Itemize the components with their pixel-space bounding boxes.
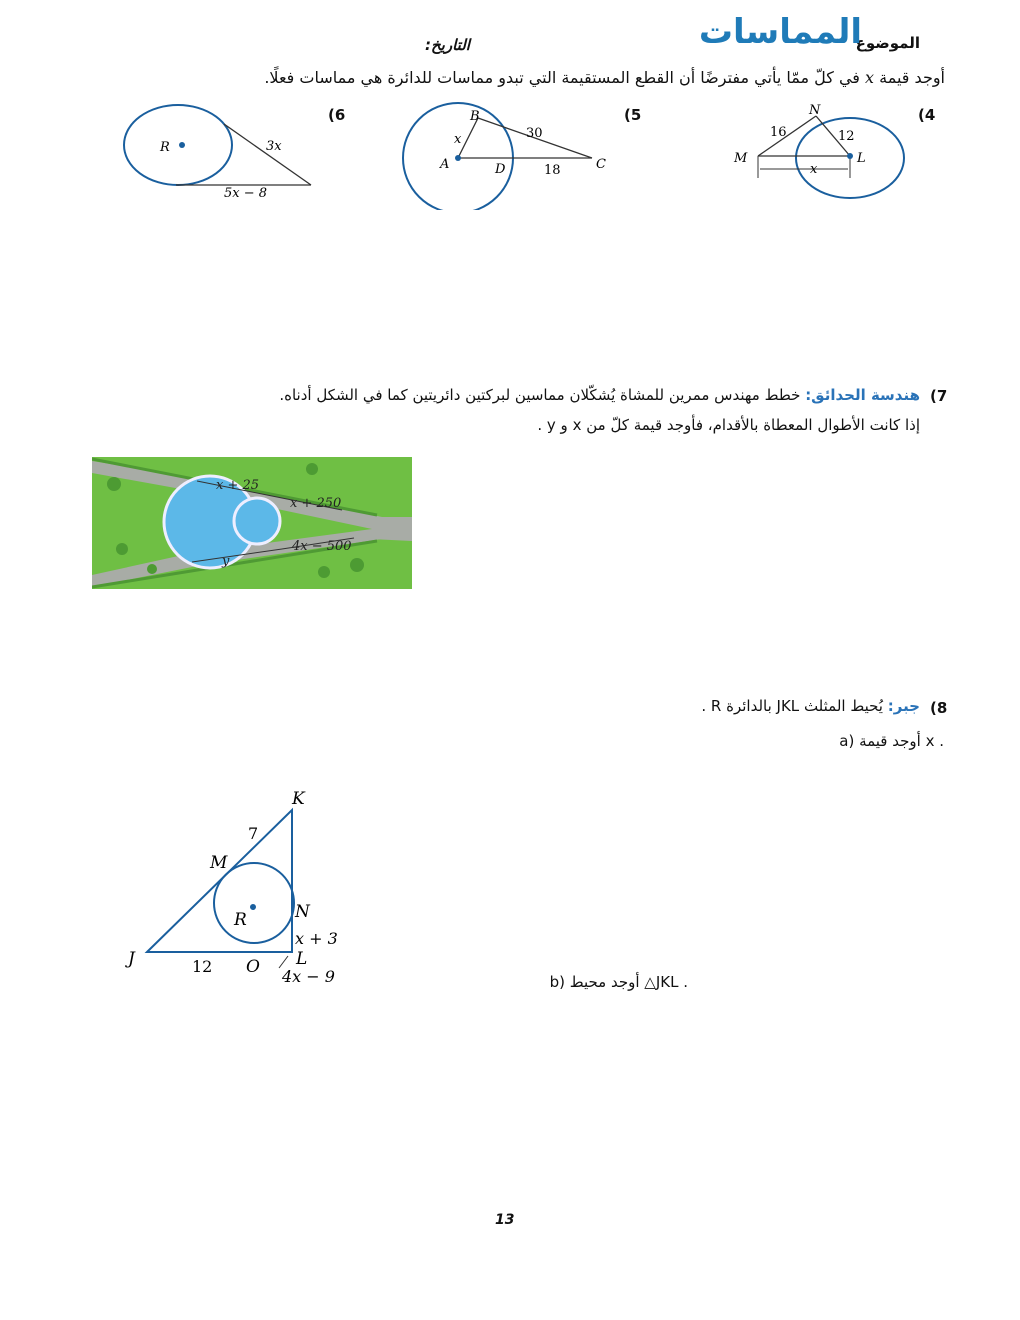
label-3x: 3x [266,139,282,154]
label-4x-minus-9: 4x − 9 [282,967,335,986]
label-C: C [596,157,606,172]
instruction-after: في كلّ ممّا يأتي مفترضًا أن القطع المستقيمة التي تبدو مماسات للدائرة هي مماسات فعلًا. [264,68,866,87]
label-K: K [292,789,305,809]
instruction-before: أوجد قيمة [874,68,945,87]
label-18: 18 [544,163,561,178]
q8-part-a: a) أوجد قيمة x . [839,732,944,750]
instruction [264,68,945,87]
label-L: L [857,151,866,166]
label-16: 16 [770,125,787,140]
q8-text: يُحيط المثلث JKL بالدائرة R . [701,697,888,715]
label-R: R [160,140,170,155]
label-x: x [454,132,462,147]
label-D: D [495,162,506,177]
label-N: N [295,902,310,922]
label-N: N [809,103,821,118]
date-label: التاريخ: [425,36,470,54]
q8-number: (8 [930,699,948,717]
problem-6-number: (6 [328,106,346,124]
label-L: L [296,949,308,969]
garden-figure [92,457,412,589]
label-J: J [128,949,135,969]
label-x-plus-25: x + 25 [216,478,260,493]
figure-problem-6 [120,100,330,210]
figure-problem-5 [400,100,620,210]
problem-5-number: (5 [624,106,642,124]
label-R: R [234,910,247,930]
q7-line2: إذا كانت الأطوال المعطاة بالأقدام، فأوجد قيمة كلّ من x و y . [537,416,920,434]
instruction-var: x [865,68,875,87]
problem-4-number: (4 [918,106,936,124]
label-x-plus-3: x + 3 [295,929,338,948]
label-7: 7 [248,824,259,843]
q8-topic: جبر: [887,697,920,715]
label-x: x [810,162,818,177]
page-title: المماسات [698,12,862,52]
q7-line1 [279,386,920,404]
label-12: 12 [192,957,213,976]
q7-number: (7 [930,387,948,405]
topic-label: الموضوع [855,34,920,52]
triangle-figure [120,780,350,990]
label-B: B [470,109,480,124]
label-5x-8: 5x − 8 [224,186,268,201]
page-number: 13 [495,1212,515,1228]
label-12: 12 [838,129,855,144]
q8-part-b: b) أوجد محيط △JKL . [549,973,688,991]
q7-topic: هندسة الحدائق: [805,386,920,404]
label-O: O [246,957,260,977]
label-M: M [734,151,748,166]
q8-stem [701,697,920,715]
label-y: y [222,554,230,569]
label-M: M [210,853,228,873]
label-30: 30 [526,126,543,141]
label-4x-minus-500: 4x − 500 [292,539,352,554]
figure-problem-4 [720,100,920,210]
label-A: A [440,157,450,172]
label-x-plus-250: x + 250 [290,496,342,511]
q7-text: خطط مهندس ممرين للمشاة يُشكّلان مماسين لبركتين دائريتين كما في الشكل أدناه. [279,386,806,404]
